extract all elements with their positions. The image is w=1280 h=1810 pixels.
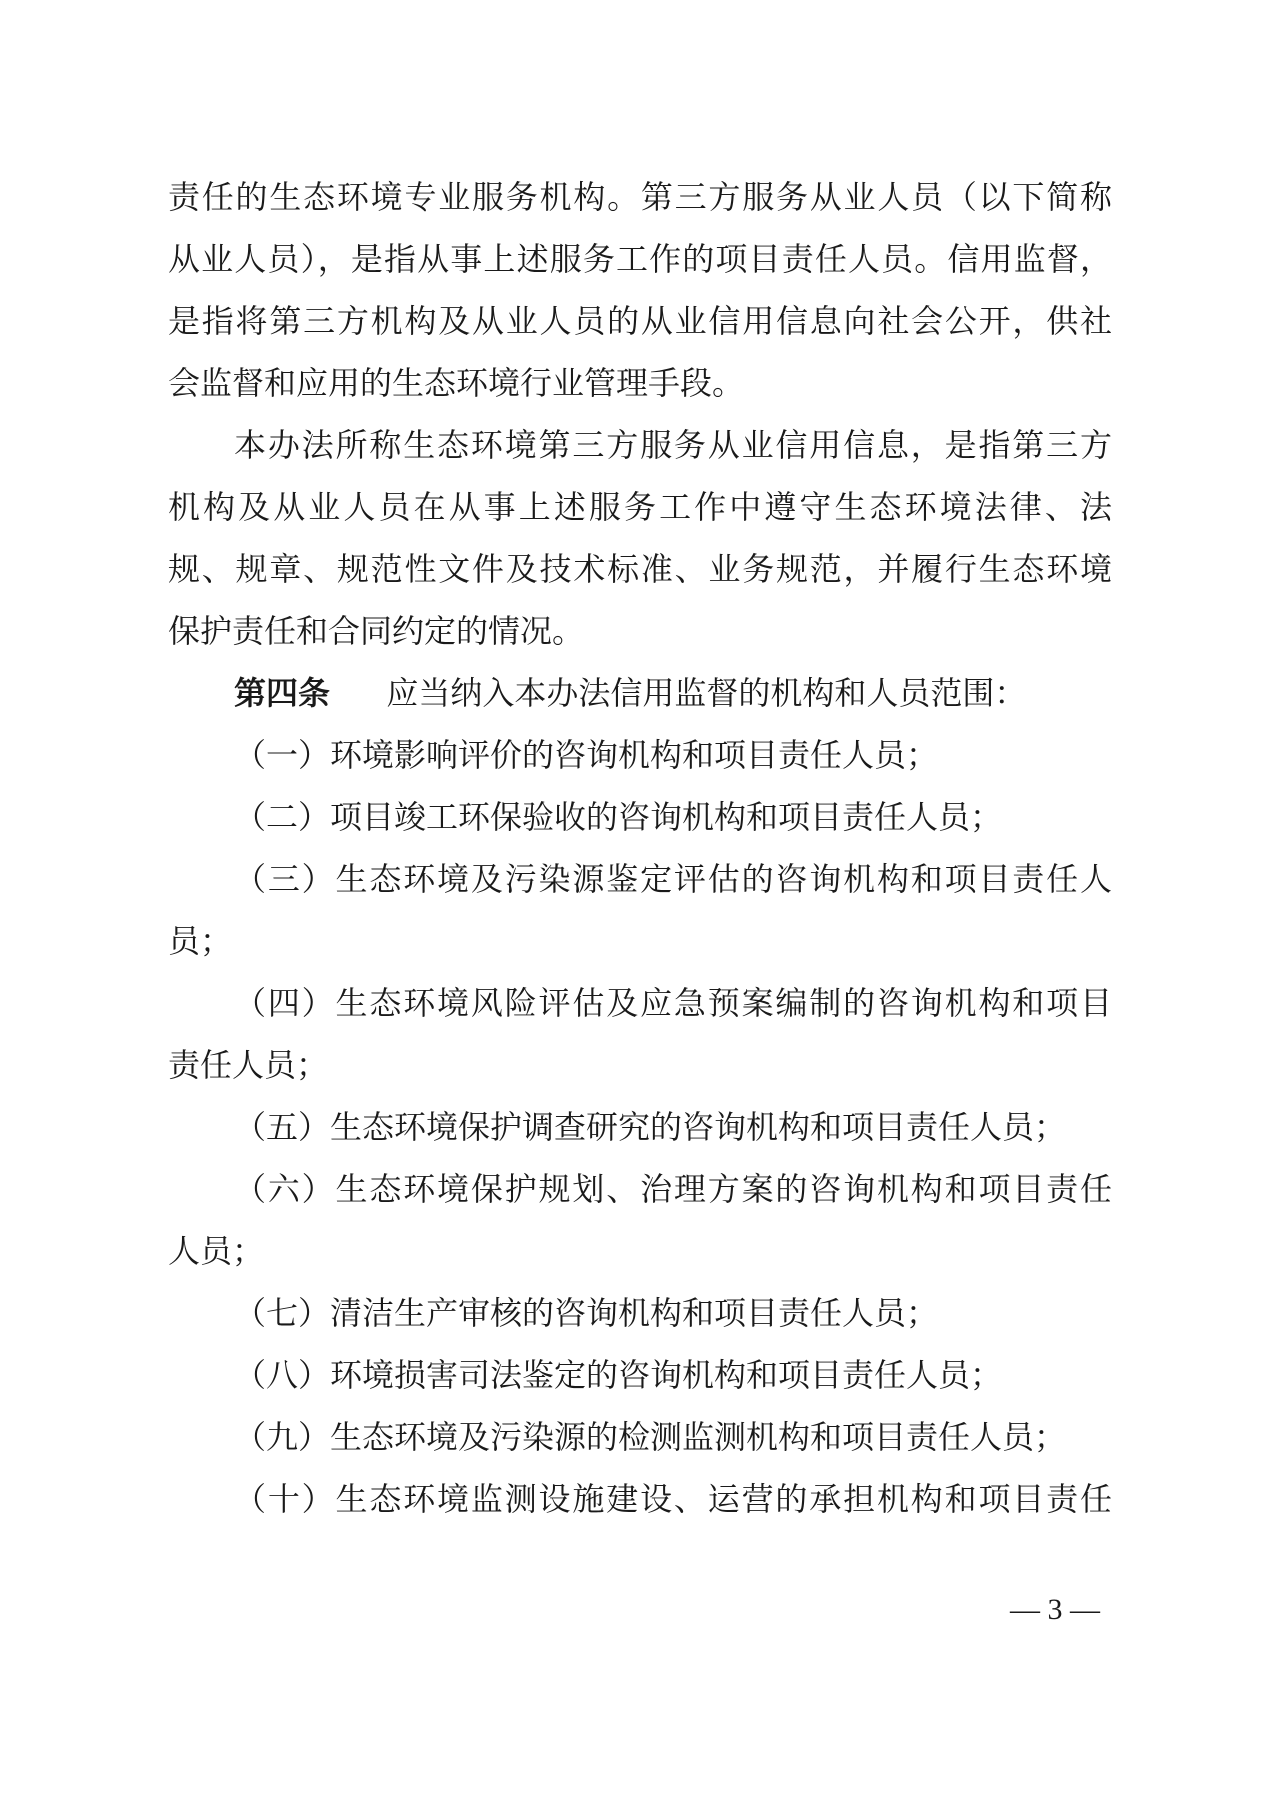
article-heading: 第四条 [234,674,331,712]
paragraph-line: 保护责任和合同约定的情况。 [168,612,585,650]
paragraph-line: 规、规章、规范性文件及技术标准、业务规范，并履行生态环境 [168,550,1112,588]
page-number: — 3 — [1010,1593,1100,1626]
list-item-continuation: 员； [168,922,233,960]
article-text: 应当纳入本办法信用监督的机构和人员范围： [386,674,1027,712]
list-item-continuation: 责任人员； [168,1046,329,1084]
list-item: （九）生态环境及污染源的检测监测机构和项目责任人员； [234,1418,1067,1456]
paragraph-line: 责任的生态环境专业服务机构。第三方服务从业人员（以下简称 [168,178,1112,216]
list-item: （七）清洁生产审核的咨询机构和项目责任人员； [234,1294,939,1332]
paragraph-line: 本办法所称生态环境第三方服务从业信用信息，是指第三方 [234,426,1112,464]
paragraph-line: 从业人员），是指从事上述服务工作的项目责任人员。信用监督， [168,240,1112,278]
list-item: （一）环境影响评价的咨询机构和项目责任人员； [234,736,939,774]
article-4-line [234,662,1112,724]
list-item-continuation: 人员； [168,1232,265,1270]
list-item: （三）生态环境及污染源鉴定评估的咨询机构和项目责任人 [234,860,1112,898]
paragraph-line: 机构及从业人员在从事上述服务工作中遵守生态环境法律、法 [168,488,1112,526]
list-item: （六）生态环境保护规划、治理方案的咨询机构和项目责任 [234,1170,1112,1208]
paragraph-line: 是指将第三方机构及从业人员的从业信用信息向社会公开，供社 [168,302,1112,340]
list-item: （五）生态环境保护调查研究的咨询机构和项目责任人员； [234,1108,1067,1146]
list-item: （十）生态环境监测设施建设、运营的承担机构和项目责任 [234,1480,1112,1518]
list-item: （四）生态环境风险评估及应急预案编制的咨询机构和项目 [234,984,1112,1022]
list-item: （八）环境损害司法鉴定的咨询机构和项目责任人员； [234,1356,1003,1394]
list-item: （二）项目竣工环保验收的咨询机构和项目责任人员； [234,798,1003,836]
paragraph-line: 会监督和应用的生态环境行业管理手段。 [168,364,745,402]
